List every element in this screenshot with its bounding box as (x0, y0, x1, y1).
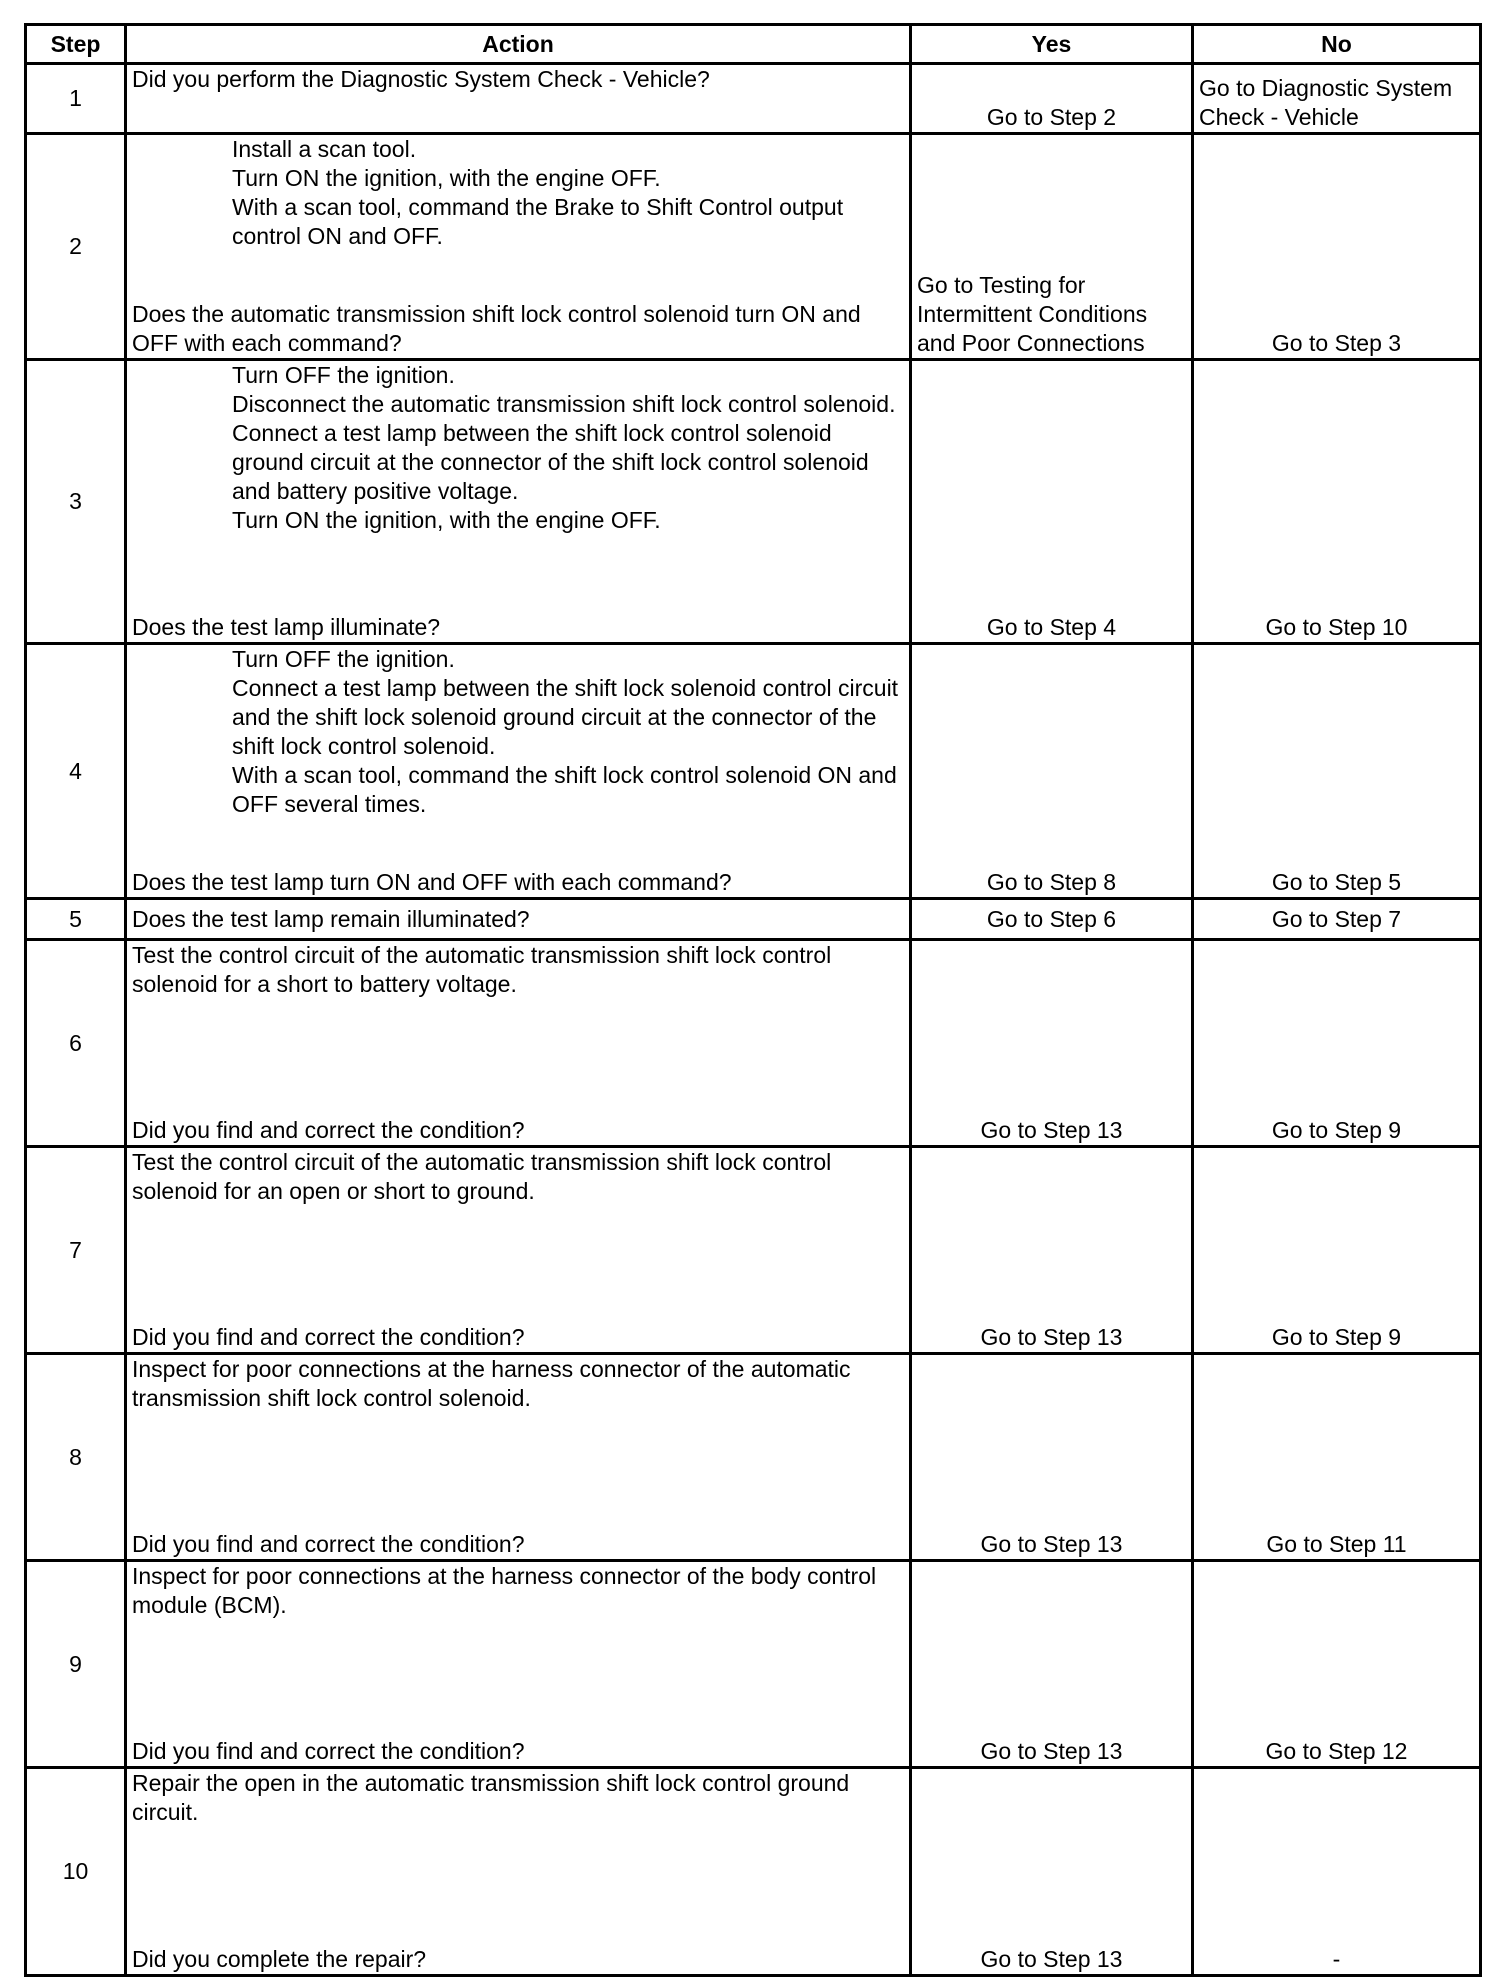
action-cell (126, 1561, 911, 1768)
no-cell: Go to Step 9 (1193, 1147, 1481, 1354)
instruction-item: With a scan tool, command the shift lock control solenoid ON and OFF several times. (232, 762, 897, 817)
table-row (26, 360, 1481, 644)
instruction-item: Turn ON the ignition, with the engine OFF. (232, 507, 661, 533)
table-row (26, 1354, 1481, 1561)
no-cell: Go to Step 11 (1193, 1354, 1481, 1561)
instruction-list (132, 361, 904, 535)
instruction-item: With a scan tool, command the Brake to Shift Control output control ON and OFF. (232, 194, 844, 249)
step-number: 9 (26, 1561, 126, 1768)
yes-cell: Go to Step 2 (911, 64, 1193, 134)
instruction-item: Disconnect the automatic transmission shift lock control solenoid. (232, 391, 896, 417)
yes-cell: Go to Step 13 (911, 1768, 1193, 1976)
yes-cell: Go to Step 8 (911, 644, 1193, 899)
table-row (26, 1147, 1481, 1354)
table-row (26, 64, 1481, 134)
action-cell (126, 1354, 911, 1561)
yes-cell: Go to Step 13 (911, 940, 1193, 1147)
header-no: No (1193, 25, 1481, 64)
yes-cell: Go to Step 13 (911, 1354, 1193, 1561)
no-cell: Go to Step 7 (1193, 899, 1481, 940)
action-question: Does the test lamp turn ON and OFF with each command? (132, 869, 732, 895)
yes-cell: Go to Step 13 (911, 1147, 1193, 1354)
table-row (26, 899, 1481, 940)
table-row (26, 1768, 1481, 1976)
no-cell: Go to Step 12 (1193, 1561, 1481, 1768)
action-question: Did you find and correct the condition? (132, 1117, 525, 1143)
action-intro: Test the control circuit of the automatic transmission shift lock control solenoid for an open or short to ground. (132, 1149, 832, 1204)
step-number: 7 (26, 1147, 126, 1354)
table-row (26, 644, 1481, 899)
action-cell (126, 899, 911, 940)
yes-cell: Go to Step 4 (911, 360, 1193, 644)
no-cell: Go to Step 5 (1193, 644, 1481, 899)
action-intro: Does the test lamp remain illuminated? (132, 905, 530, 932)
action-cell (126, 1147, 911, 1354)
action-question: Did you complete the repair? (132, 1946, 427, 1972)
action-intro: Inspect for poor connections at the harness connector of the automatic transmission shift lock control solenoid. (132, 1356, 851, 1411)
no-cell: Go to Step 10 (1193, 360, 1481, 644)
action-question: Did you find and correct the condition? (132, 1738, 525, 1764)
instruction-item: Turn OFF the ignition. (232, 646, 455, 672)
action-question: Did you find and correct the condition? (132, 1324, 525, 1350)
header-action: Action (126, 25, 911, 64)
action-cell (126, 360, 911, 644)
no-cell: Go to Diagnostic System Check - Vehicle (1193, 64, 1481, 134)
action-intro: Inspect for poor connections at the harness connector of the body control module (BCM). (132, 1563, 877, 1618)
step-number: 1 (26, 64, 126, 134)
step-number: 4 (26, 644, 126, 899)
action-cell (126, 64, 911, 134)
action-question: Did you find and correct the condition? (132, 1531, 525, 1557)
step-number: 10 (26, 1768, 126, 1976)
instruction-list (132, 645, 904, 819)
instruction-item: Connect a test lamp between the shift lock solenoid control circuit and the shift lock solenoid ground circuit at the connector of the shift lock control solenoid. (232, 675, 899, 759)
header-step: Step (26, 25, 126, 64)
header-row (26, 25, 1481, 64)
yes-cell: Go to Testing for Intermittent Conditions and Poor Connections (911, 134, 1193, 360)
yes-cell: Go to Step 13 (911, 1561, 1193, 1768)
action-cell (126, 940, 911, 1147)
instruction-list (132, 135, 904, 251)
action-intro: Did you perform the Diagnostic System Check - Vehicle? (132, 66, 710, 92)
header-yes: Yes (911, 25, 1193, 64)
action-cell (126, 644, 911, 899)
step-number: 2 (26, 134, 126, 360)
action-cell (126, 134, 911, 360)
instruction-item: Install a scan tool. (232, 136, 417, 162)
step-number: 6 (26, 940, 126, 1147)
step-number: 3 (26, 360, 126, 644)
step-number: 5 (26, 899, 126, 940)
table-row (26, 134, 1481, 360)
no-cell: Go to Step 9 (1193, 940, 1481, 1147)
step-number: 8 (26, 1354, 126, 1561)
diagnostic-table (24, 23, 1482, 1977)
action-cell (126, 1768, 911, 1976)
instruction-item: Turn OFF the ignition. (232, 362, 455, 388)
action-intro: Test the control circuit of the automatic transmission shift lock control solenoid for a short to battery voltage. (132, 942, 832, 997)
action-intro: Repair the open in the automatic transmission shift lock control ground circuit. (132, 1770, 850, 1825)
no-cell: Go to Step 3 (1193, 134, 1481, 360)
table-row (26, 1561, 1481, 1768)
instruction-item: Turn ON the ignition, with the engine OFF. (232, 165, 661, 191)
yes-cell: Go to Step 6 (911, 899, 1193, 940)
action-question: Does the test lamp illuminate? (132, 614, 441, 640)
instruction-item: Connect a test lamp between the shift lock control solenoid ground circuit at the connector of the shift lock control solenoid and battery positive voltage. (232, 420, 869, 504)
table-row (26, 940, 1481, 1147)
no-cell: - (1193, 1768, 1481, 1976)
action-question: Does the automatic transmission shift lock control solenoid turn ON and OFF with each command? (132, 301, 861, 356)
